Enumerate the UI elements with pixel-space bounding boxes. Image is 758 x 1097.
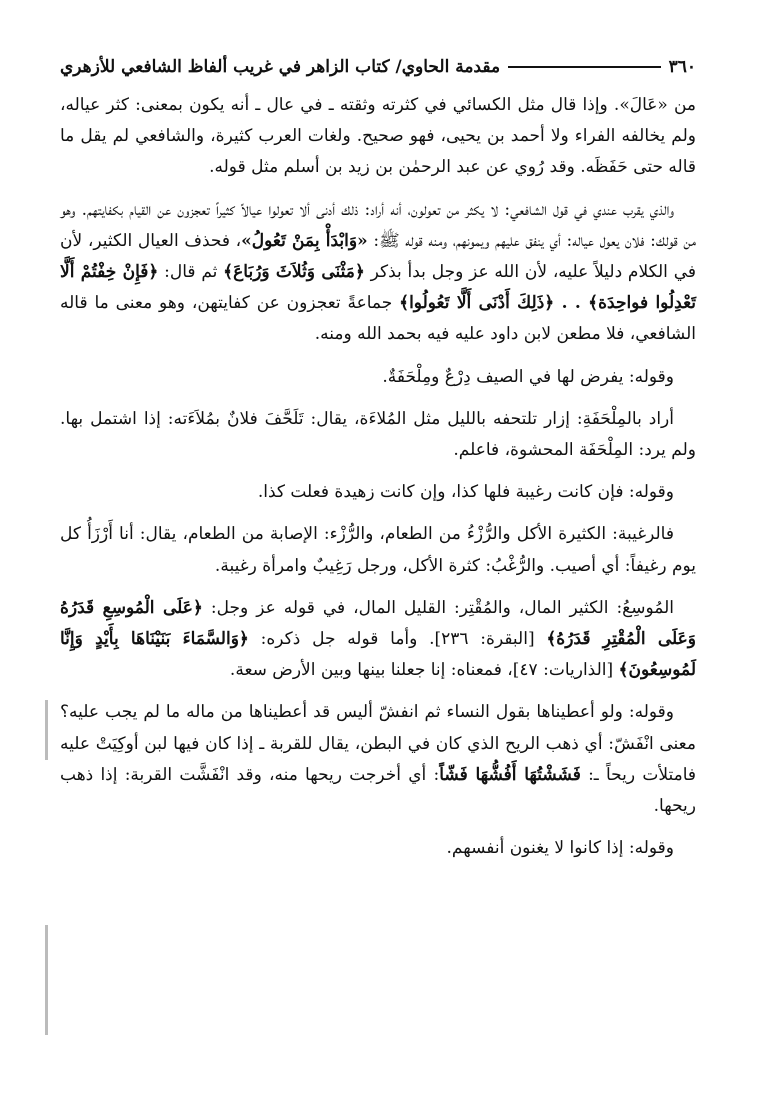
paragraph [60,697,696,822]
page-number: ٣٦٠ [668,57,696,77]
page-body [60,90,696,875]
paragraph-text: وقوله: إذا كانوا لا يغنون أنفسهم. [446,838,674,859]
paragraph-text: [البقرة: ٢٣٦]. وأما قوله جل ذكره: [248,629,547,650]
paragraph [60,833,696,864]
paragraph-text: : أي أخرجت ريحها منه، وقد انْفَشَّت القربة: إذا ذهب ريحها. [60,764,696,817]
quoted-text: ﴿عَلَى الْمُوسِعِ قَدَرُهُ وَعَلَى الْمُقْتِرِ قَدَرُهُ﴾ [60,597,696,650]
paragraph [60,404,696,466]
running-header [60,50,696,84]
paragraph-text: [الذاريات: ٤٧]، فمعناه: إنا جعلنا بينها وبين الأرض سعة. [229,660,619,681]
quoted-text: «وَابْدَأْ بِمَنْ تَعُولُ» [241,230,368,251]
paragraph-text: المُوسِعُ: الكثير المال، والمُقْتِر: القليل المال، في قوله عز وجل: [202,597,674,618]
paragraph-text: من «عَالَ». وإذا قال مثل الكسائي في كثرته وثقته ـ في عال ـ أنه يكون بمعنى: كثر عياله، ولم يخالفه الفراء ولا أحمد بن يحيى، فهو صحيح. ولغات العرب كثيرة، والشافعي لم يقل ما قاله حتى حَفَظَه. وقد رُوي عن عبد الرحمٰن بن زيد بن أسلم مثل قوله. [60,95,696,178]
paragraph [60,362,696,393]
header-rule [508,66,661,68]
quoted-text: ﴿وَالسَّمَاءَ بَنَيْنَاهَا بِأَيْدٍ وَإِنَّا لَمُوسِعُونَ﴾ [60,629,696,681]
scan-margin-mark [45,700,48,760]
paragraph-text: وقوله: فإن كانت رغيبة فلها كذا، وإن كانت زهيدة فعلت كذا. [257,482,674,503]
scan-margin-mark [45,925,48,1035]
paragraph-text: أراد بالمِلْحَفَةِ: إزار تلتحفه بالليل مثل المُلاءَة، يقال: تَلَحَّفَ فلانٌ بمُلاَءَته: إذا اشتمل بها. ولم يرد: المِلْحَفَة المحشوة، فاعلم. [60,408,696,461]
paragraph-text: جماعةً تعجزون عن كفايتهن، وهو معنى ما قاله الشافعي، فلا مطعن لابن داود عليه فيه بحمد الله ومنه. [60,293,696,345]
paragraph [60,593,696,687]
paragraph-text: وقوله: ولو أعطيناها بقول النساء ثم انفشّ أليس قد أعطيناها من ماله ما لم يجب عليه؟ معنى انْفَشّ: أي ذهب الريح الذي كان في البطن، يقال للقربة ـ إذا كان فيها لبن أوكِيَتْ عليه فامتلأت ريحاً ـ: [60,702,697,785]
paragraph-text: ، فحذف العيال الكثير، لأن في الكلام دليلاً عليه، لأن الله عز وجل بدأ بذكر [60,230,696,283]
paragraph-text: فالرغيبة: الكثيرة الأكل والرُّزْءُ من الطعام، والرُّزْء: الإصابة من الطعام، يقال: أنا أَرْزَأُ كل يوم رغيفاً: أي أصيب. والرُّغْبُ: كثرة الأكل، ورجل رَغِيبٌ وامرأة رغيبة. [60,524,696,576]
paragraph-text: وقوله: يفرض لها في الصيف دِرْعٌ ومِلْحَفَةٌ. [382,366,674,387]
paragraph [60,477,696,508]
paragraph-text: والذي يقرب عندي في قول الشافعي: لا يكثر من تعولون، أنه أراد: ذلك أدنى ألا تعولوا عيالاً كثيراً تعجزون عن القيام بكفايتهم. وهو من قولك: فلان يعول عياله: أي ينفق عليهم ويمونهم، ومنه قوله ﷺ: [60,199,696,251]
quoted-text: ﴿فَإِنْ خِفْتُمْ أَلَّا تَعْدِلُوا فواحِدَة﴾ . . ﴿ذَلِكَ أَدْنَى أَلَّا تَعُولُوا﴾ [60,262,696,314]
header-title: مقدمة الحاوي/ كتاب الزاهر في غريب ألفاظ الشافعي للأزهري [60,57,501,77]
quoted-text: ﴿مَثْنَى وَثُلاَثَ وَرُبَاعَ﴾ [223,262,365,283]
paragraph-text: ثم قال: [158,262,224,283]
paragraph [60,195,696,351]
paragraph [60,90,696,184]
quoted-text: فَشَشْتُهَا أَفُشُّهَا فَشّاً [439,764,581,785]
paragraph [60,519,696,581]
